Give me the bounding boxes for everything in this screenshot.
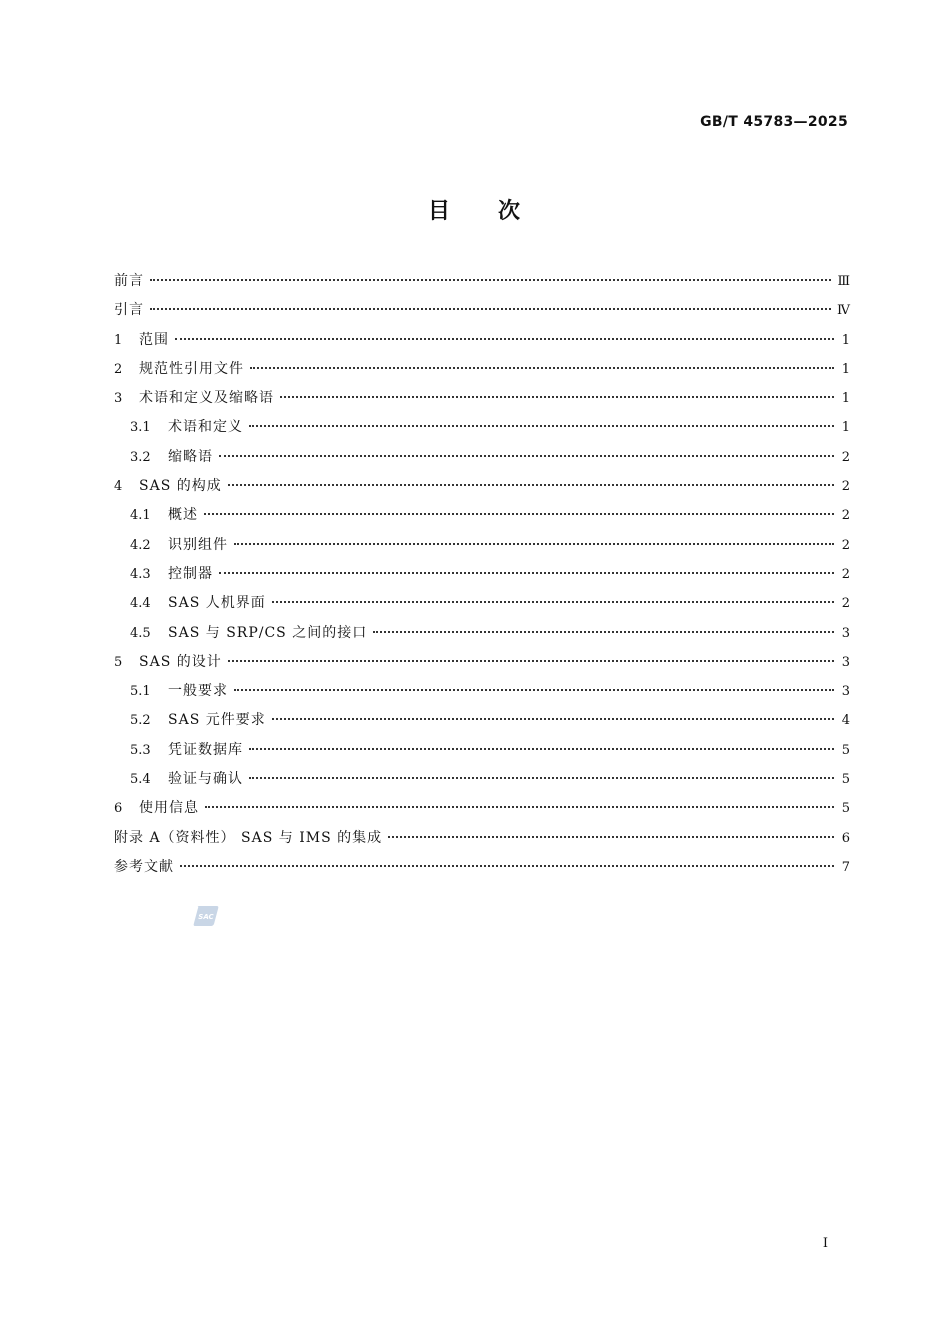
toc-entry-page: 5	[841, 742, 850, 758]
toc-entry-label: SAS 的设计	[139, 653, 222, 670]
toc-leader-dots	[150, 308, 831, 310]
toc-entry-number: 4.3	[130, 566, 151, 582]
toc-entry-label: 概述	[168, 507, 198, 524]
toc-entry-page: 1	[841, 420, 850, 436]
toc-entry-page: 3	[841, 684, 850, 700]
toc-entry[interactable]	[114, 563, 850, 592]
toc-leader-dots	[234, 689, 834, 691]
toc-leader-dots	[219, 572, 834, 574]
toc-entry[interactable]	[114, 534, 850, 563]
toc-entry[interactable]	[114, 622, 850, 651]
toc-entry-label: 附录 A（资料性） SAS 与 IMS 的集成	[114, 829, 383, 846]
toc-entry[interactable]	[114, 329, 850, 358]
toc-leader-dots	[150, 279, 831, 281]
toc-entry-page: 6	[841, 830, 850, 846]
toc-entry-label: 参考文献	[114, 858, 174, 875]
toc-entry-number: 5.2	[130, 713, 151, 729]
toc-leader-dots	[234, 543, 834, 545]
toc-leader-dots	[280, 396, 834, 398]
toc-entry-page: 2	[841, 508, 850, 524]
toc-entry-page: 3	[841, 625, 850, 641]
toc-entry-label: 凭证数据库	[168, 741, 243, 758]
toc-leader-dots	[272, 601, 834, 603]
toc-leader-dots	[249, 777, 834, 779]
toc-leader-dots	[175, 338, 834, 340]
toc-entry-number: 5	[114, 654, 123, 670]
toc-entry-page: 2	[841, 537, 850, 553]
toc-leader-dots	[228, 660, 834, 662]
toc-entry-number: 4.2	[130, 537, 151, 553]
toc-entry-number: 1	[114, 332, 123, 348]
title-char-2: 次	[498, 199, 523, 224]
toc-entry[interactable]	[114, 475, 850, 504]
toc-entry-page: 7	[841, 859, 850, 875]
toc-entry-page: 5	[841, 801, 850, 817]
toc-entry-number: 5.1	[130, 684, 151, 700]
toc-leader-dots	[388, 836, 834, 838]
toc-entry[interactable]	[114, 358, 850, 387]
sac-logo-text: SAC	[198, 913, 214, 921]
toc-entry-label: 术语和定义及缩略语	[139, 390, 274, 407]
toc-leader-dots	[180, 865, 834, 867]
toc-entry[interactable]	[114, 446, 850, 475]
toc-entry[interactable]	[114, 797, 850, 826]
toc-leader-dots	[228, 484, 834, 486]
toc-entry[interactable]	[114, 739, 850, 768]
toc-entry[interactable]	[114, 387, 850, 416]
toc-entry-page: 1	[841, 391, 850, 407]
toc-entry-label: 规范性引用文件	[139, 360, 244, 377]
toc-entry-label: 前言	[114, 273, 144, 289]
toc-entry[interactable]	[114, 299, 850, 328]
toc-entry[interactable]	[114, 856, 850, 885]
toc-entry[interactable]	[114, 827, 850, 856]
toc-entry[interactable]	[114, 416, 850, 445]
standard-code: GB/T 45783—2025	[700, 114, 848, 130]
toc-entry-label: 范围	[139, 331, 169, 348]
toc-entry-label: SAS 元件要求	[168, 712, 266, 729]
toc-entry-label: 引言	[114, 302, 144, 319]
toc-entry-page: 5	[841, 772, 850, 788]
table-of-contents	[114, 270, 850, 885]
toc-leader-dots	[272, 718, 834, 720]
page-title	[0, 194, 950, 225]
toc-leader-dots	[219, 455, 834, 457]
toc-entry[interactable]	[114, 592, 850, 621]
toc-leader-dots	[250, 367, 834, 369]
toc-entry-label: 一般要求	[168, 683, 228, 700]
toc-entry-page: 2	[841, 596, 850, 612]
toc-entry-page: Ⅳ	[837, 303, 850, 319]
toc-entry-label: SAS 人机界面	[168, 595, 266, 612]
toc-entry-number: 5.3	[130, 742, 151, 758]
toc-entry-label: 验证与确认	[168, 771, 243, 788]
toc-entry-page: 1	[841, 332, 850, 348]
toc-entry-label: 术语和定义	[168, 419, 243, 436]
toc-entry-number: 5.4	[130, 772, 151, 788]
toc-entry-number: 6	[114, 801, 123, 817]
toc-entry[interactable]	[114, 270, 850, 299]
sac-logo-icon	[193, 904, 219, 928]
toc-entry-page: 3	[841, 654, 850, 670]
toc-entry[interactable]	[114, 651, 850, 680]
toc-leader-dots	[249, 425, 834, 427]
toc-entry-number: 2	[114, 361, 123, 377]
toc-entry[interactable]	[114, 768, 850, 797]
toc-entry-page: 2	[841, 479, 850, 495]
toc-entry-page: Ⅲ	[837, 274, 850, 289]
toc-leader-dots	[205, 806, 834, 808]
toc-entry-page: 2	[841, 449, 850, 465]
toc-entry-label: 控制器	[168, 565, 213, 582]
toc-entry[interactable]	[114, 504, 850, 533]
title-char-1: 目	[427, 199, 452, 224]
toc-entry-label: SAS 的构成	[139, 478, 222, 495]
toc-entry[interactable]	[114, 680, 850, 709]
toc-entry-label: 识别组件	[168, 536, 228, 553]
toc-entry-page: 4	[841, 713, 850, 729]
toc-entry[interactable]	[114, 709, 850, 738]
toc-entry-number: 3	[114, 391, 123, 407]
toc-entry-page: 1	[841, 361, 850, 377]
toc-entry-page: 2	[841, 566, 850, 582]
toc-entry-label: 使用信息	[139, 800, 199, 817]
toc-entry-number: 3.1	[130, 420, 151, 436]
page-number: I	[822, 1236, 828, 1251]
toc-entry-number: 4.5	[130, 625, 151, 641]
toc-leader-dots	[373, 631, 834, 633]
toc-entry-number: 4.4	[130, 596, 151, 612]
toc-entry-label: SAS 与 SRP/CS 之间的接口	[168, 624, 368, 641]
toc-leader-dots	[204, 513, 834, 515]
toc-entry-number: 4.1	[130, 508, 151, 524]
toc-entry-label: 缩略语	[168, 448, 213, 465]
toc-entry-number: 3.2	[130, 449, 151, 465]
toc-leader-dots	[249, 748, 834, 750]
toc-entry-number: 4	[114, 479, 123, 495]
